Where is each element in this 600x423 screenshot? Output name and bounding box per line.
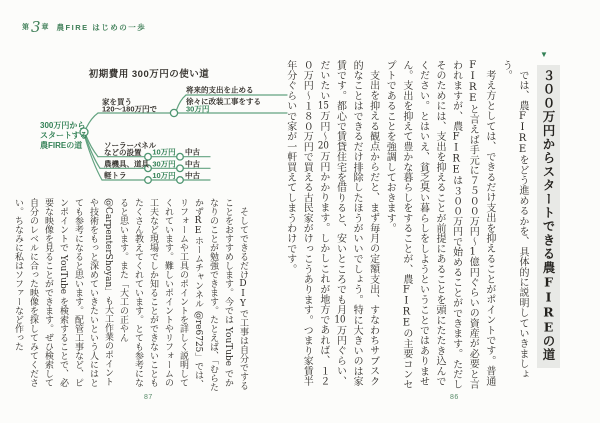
right-paragraph-3: 支出を抑える観点からだと、まず毎月の定額支出、すなわちサブスク的なことはできるだけ排除したほうがいいでしょう。特に大きいのは家賃です。都心で賃貸住宅を借りると、安いところでも月10万円ぐらい、だいたい15万円〜20万円かかります。しかしこれが地方であれば、１２０万円〜１８０万円で買える古民家がけっこうあります。つまり家賃半年分ぐらいで家が一軒買えてしまうわけです。 — [284, 60, 379, 387]
running-head — [22, 17, 146, 37]
diagram-renovation-amount: 30万円 — [186, 104, 210, 114]
node-house-circle — [170, 109, 177, 116]
chapter-title: 農FIRE はじめの一歩 — [56, 22, 147, 32]
branch-line-truck — [85, 138, 102, 181]
right-paragraph-2: 考え方としては、できるだけ支出を抑えることがポイントです。普通FIREと言えば手元に７５００万円〜1億円ぐらいの資産が必要と言われますが、農FIREは３００万円で始めることができます。ただしそのためには、支出を抑えることが前提にあることを頭にたたき込んでください。とはいえ、貧乏臭い暮らしをしようということではありません。支出を抑えて豊かな暮らしをすることが、農FIREの主要コンセプトであることを強調しておきます。 — [384, 60, 495, 390]
diagram-solar-amount: 10万円 — [152, 147, 176, 157]
initial-cost-diagram — [25, 56, 295, 188]
section-marker-triangle-icon: ▼ — [540, 50, 548, 59]
diagram-truck-label: 軽トラ — [104, 171, 127, 180]
diagram-tools-note: 中古 — [185, 159, 200, 169]
diagram-solar-label2: などの設置 — [104, 148, 142, 157]
right-page-body — [284, 60, 530, 396]
node-tools-circle2 — [177, 165, 184, 172]
diagram-root-line2: スタートする — [40, 131, 88, 140]
diagram-solar-note: 中古 — [185, 147, 200, 157]
right-paragraph-1: では、農FIREをどう進めるかを、具体的に説明していきましょう。 — [500, 60, 528, 380]
diagram-house-label1: 家を買う — [102, 97, 132, 107]
diagram-root-line3: 農FIREの道 — [40, 141, 83, 150]
node-truck-circle1 — [145, 177, 152, 184]
node-truck-circle2 — [177, 177, 184, 184]
branch-line-house — [86, 113, 98, 129]
branch-line-tools — [86, 137, 101, 169]
left-page-body — [13, 198, 250, 395]
diagram-truck-note: 中古 — [185, 171, 200, 180]
branch-line-future — [177, 95, 187, 110]
node-solar-circle2 — [177, 153, 184, 160]
chapter-number: 3 — [31, 17, 41, 36]
chapter-prefix: 第 — [22, 24, 30, 31]
section-heading: ３００万円からスタートできる農FIREの道 — [537, 65, 560, 368]
diagram-tools-label: 農機具、道具 — [104, 159, 149, 169]
diagram-truck-amount: 10万円 — [152, 171, 176, 180]
diagram-house-label2: 120〜180万円で — [102, 104, 158, 114]
diagram-title: 初期費用 300万円の使い道 — [88, 69, 210, 80]
diagram-renovation-label: 徐々に改装工事をする — [186, 97, 261, 106]
page-number-left: 87 — [144, 394, 153, 401]
page-number-right: 86 — [450, 394, 459, 401]
diagram-tools-amount: 30万円 — [152, 159, 176, 169]
diagram-root-line1: 300万円から — [40, 121, 86, 130]
diagram-solar-label1: ソーラーパネル — [104, 141, 157, 150]
left-paragraph-1: そしてできるだけDIYで工事は自分ですることをおすすめします。今では YouTube でかなりのことが勉強できます。たとえば、「むらたかずREホームチャンネル @re6725」では、リフォームや工具のポイントを詳しく説明してくれています。難しいポイントやリフォームの工夫など現場でしか知ることができないこともたくさん教えてくれています。とても参考になると思います。また「大工の正やん @CarpenterShoyan」も大工作業のポイントや技術をもっと深めていきたいという人にはとても参考になると思います。配管工事など、ピンポイントで YouTube を検索することで、必要な映像を見ることができます。ぜひ検索して自分のレベルに合った映像を探してみてください。ちなみに私はソファーなど作った — [13, 198, 248, 392]
diagram-future-label: 将来的支出を止める — [186, 85, 254, 95]
chapter-suffix: 章 — [41, 24, 50, 31]
